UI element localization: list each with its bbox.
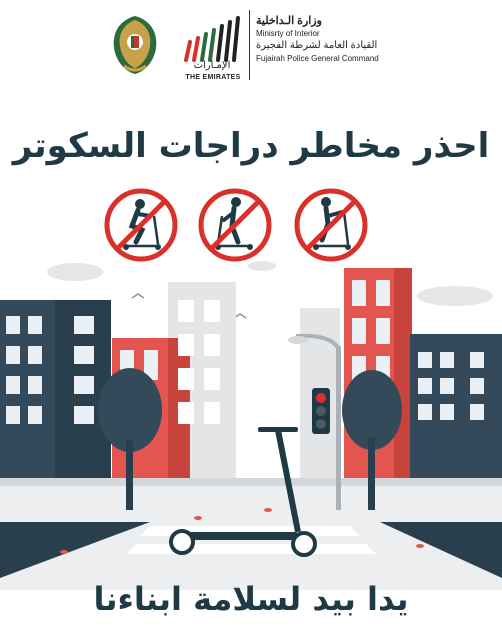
no-scooter-sign-icon bbox=[196, 186, 274, 264]
ministry-name-en: Minisrty of Interior bbox=[256, 29, 320, 38]
emirates-label-ar: الإمـارات bbox=[193, 60, 231, 71]
no-scooter-sign-icon bbox=[292, 186, 370, 264]
command-name-ar: القيادة العامة لشرطة الفجيرة bbox=[256, 40, 378, 51]
no-scooter-sign-icon bbox=[102, 186, 180, 264]
emirates-label-en: THE EMIRATES bbox=[185, 74, 241, 81]
header bbox=[0, 0, 502, 92]
uae-emblem-icon bbox=[108, 12, 162, 78]
command-name-en: Fujairah Police General Command bbox=[256, 54, 379, 63]
city-scene-illustration bbox=[0, 260, 502, 590]
ministry-block bbox=[256, 14, 386, 63]
slogan: يدا بيد لسلامة ابناءنا bbox=[93, 580, 409, 618]
ministry-name-ar: وزارة الـداخلية bbox=[256, 15, 322, 27]
header-divider bbox=[249, 10, 250, 80]
page-title: احذر مخاطر دراجات السكوتر bbox=[12, 126, 490, 166]
